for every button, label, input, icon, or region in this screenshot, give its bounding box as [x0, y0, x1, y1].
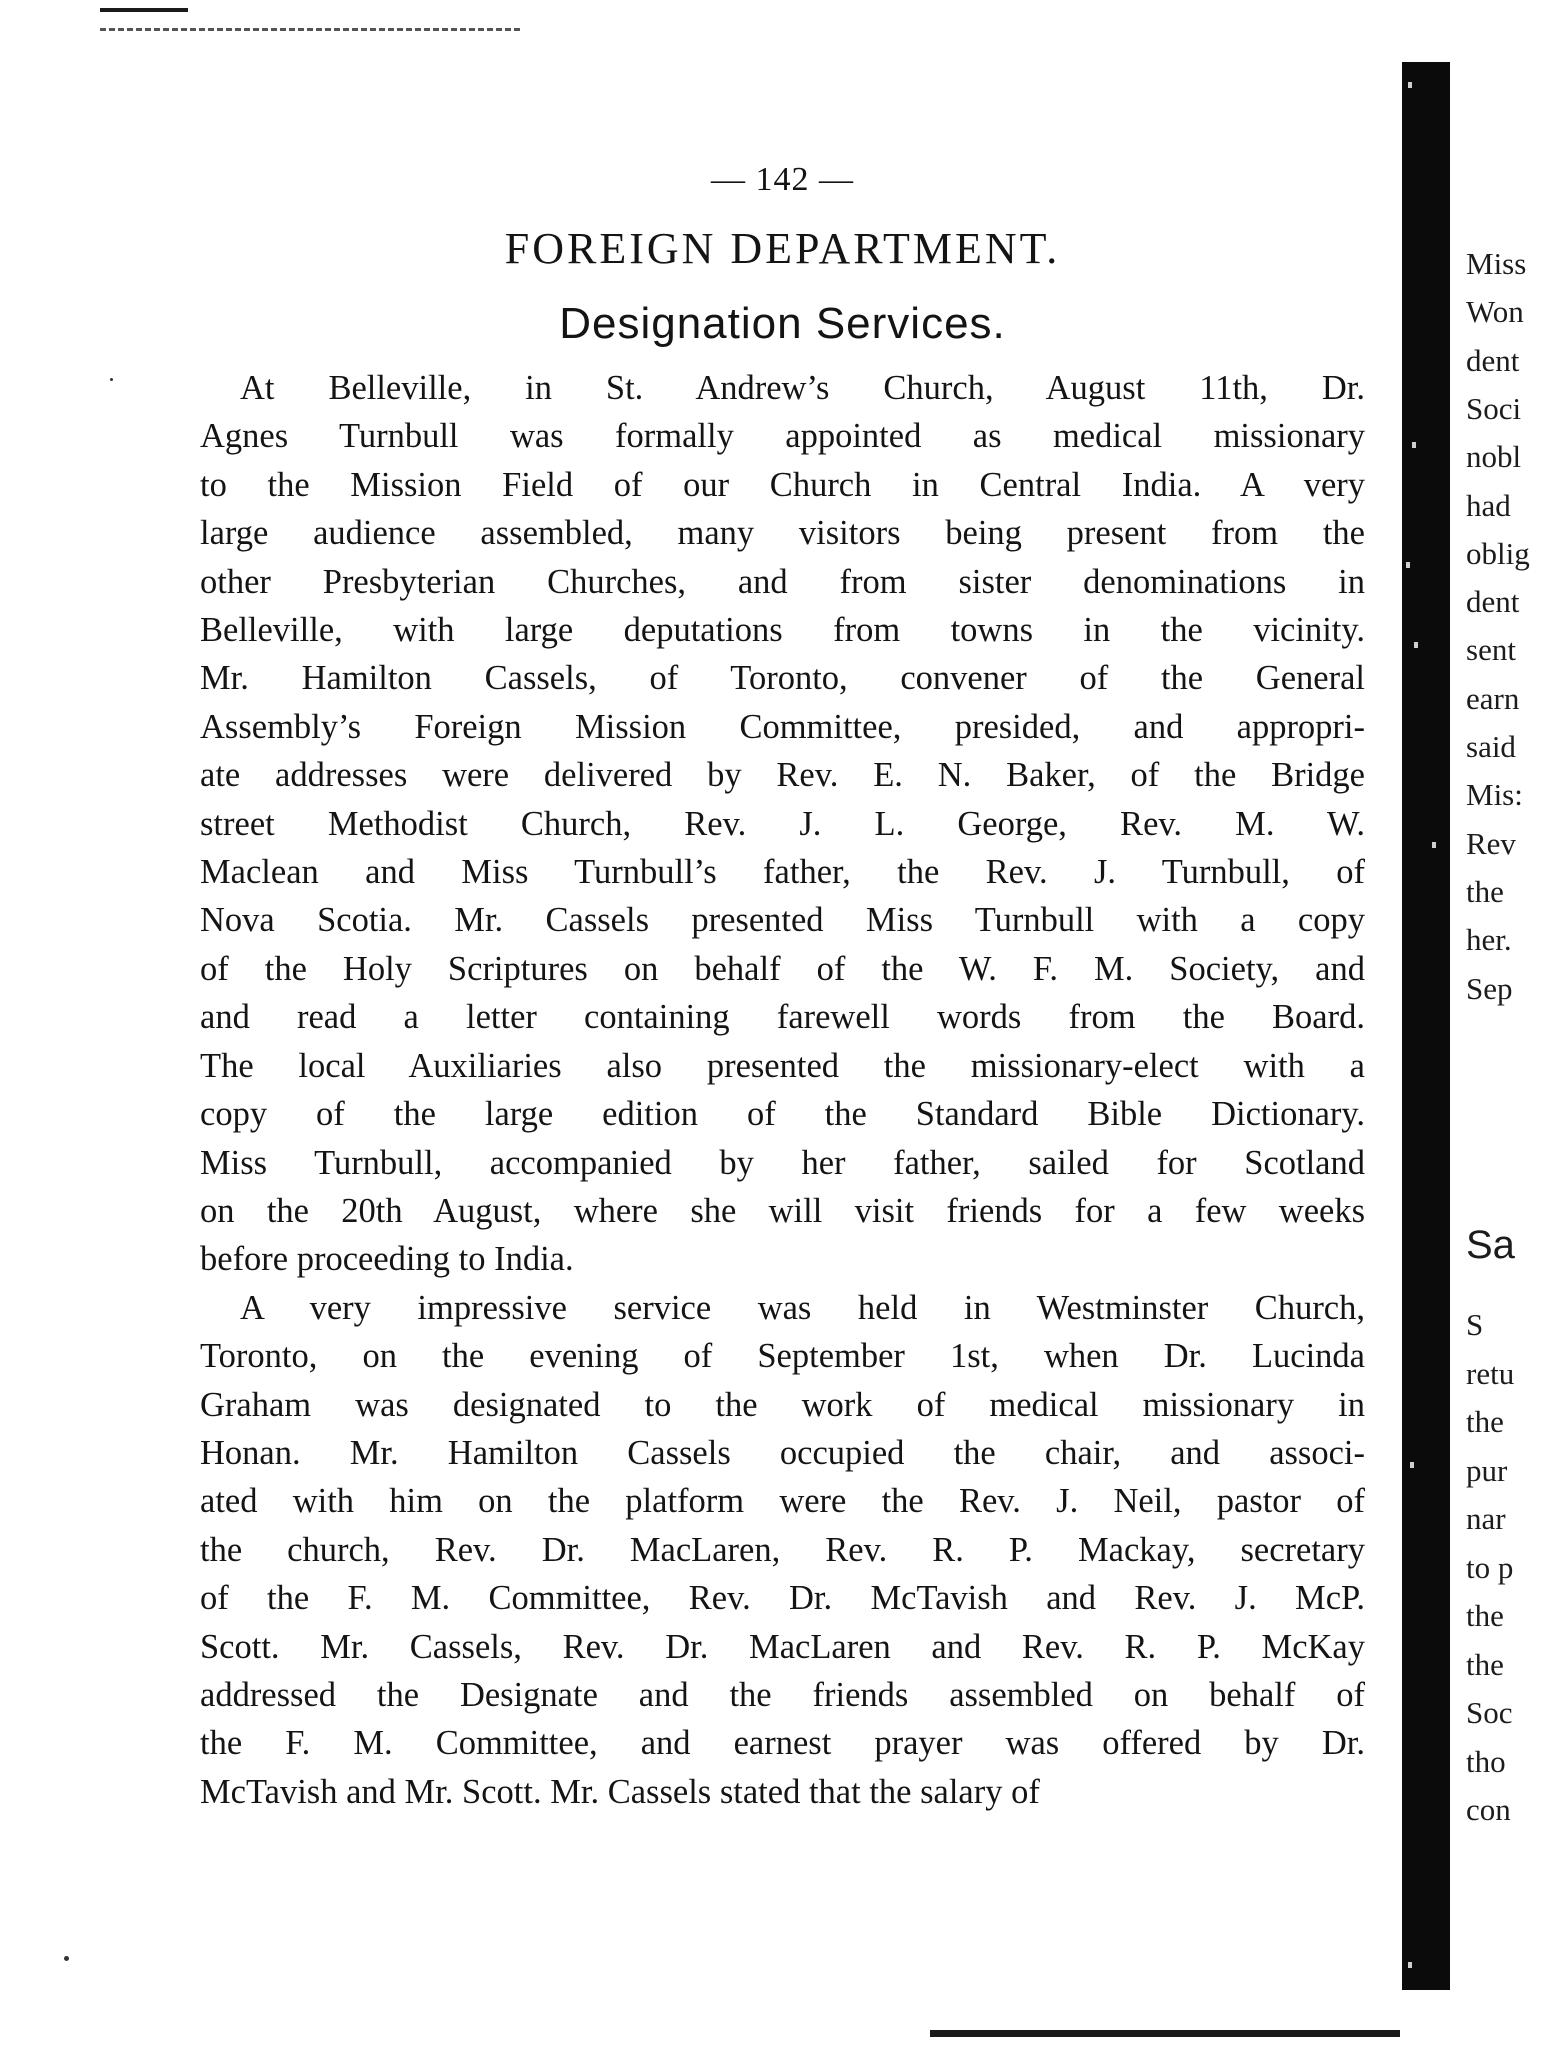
scan-fleck — [1412, 442, 1416, 448]
text-line: large audience assembled, many visitors being present from the — [200, 514, 1365, 553]
binding-gutter — [1402, 62, 1450, 1990]
facing-page-fragment: Sep — [1466, 970, 1513, 1006]
main-column — [200, 160, 1365, 1816]
facing-page-fragment: the — [1466, 873, 1504, 909]
facing-page-fragment: to p — [1466, 1549, 1514, 1585]
facing-page-fragment: tho — [1466, 1743, 1506, 1779]
facing-page-fragment: pur — [1466, 1452, 1508, 1488]
text-line: ated with him on the platform were the Rev. J. Neil, pastor of — [200, 1482, 1365, 1521]
scan-dash-top — [100, 28, 520, 31]
scan-fleck — [1408, 1962, 1412, 1968]
scan-speck — [110, 378, 113, 381]
facing-page-fragment: nobl — [1466, 439, 1522, 475]
text-line: the church, Rev. Dr. MacLaren, Rev. R. P. Mackay, secretary — [200, 1530, 1365, 1569]
text-line: Mr. Hamilton Cassels, of Toronto, convener of the General — [200, 659, 1365, 698]
facing-page-fragment: retu — [1466, 1355, 1515, 1391]
text-line: the F. M. Committee, and earnest prayer was offered by Dr. — [200, 1724, 1365, 1763]
text-line: The local Auxiliaries also presented the missionary-elect with a — [200, 1046, 1365, 1085]
text-line: ate addresses were delivered by Rev. E. N. Baker, of the Bridge — [200, 756, 1365, 795]
text-line: Agnes Turnbull was formally appointed as medical missionary — [200, 417, 1365, 456]
text-line: addressed the Designate and the friends assembled on behalf of — [200, 1675, 1365, 1714]
facing-page-fragment: her. — [1466, 922, 1512, 958]
paragraph-belleville — [200, 364, 1365, 1284]
facing-page-fragment: Soci — [1466, 390, 1522, 426]
text-line: of the Holy Scriptures on behalf of the W. F. M. Society, and — [200, 949, 1365, 988]
facing-page-fragment: Rev — [1466, 825, 1516, 861]
section-title: Designation Services. — [559, 299, 1006, 348]
text-line: street Methodist Church, Rev. J. L. George, Rev. M. W. — [200, 804, 1365, 843]
facing-page-fragment: Sa — [1466, 1223, 1515, 1267]
text-line: Honan. Mr. Hamilton Cassels occupied the chair, and associ- — [200, 1433, 1365, 1472]
text-line: McTavish and Mr. Scott. Mr. Cassels stated that the salary of — [200, 1772, 1040, 1811]
facing-page-fragment: said — [1466, 729, 1516, 764]
facing-page-fragment: oblig — [1466, 535, 1530, 571]
facing-page-fragment: the — [1466, 1598, 1504, 1633]
text-line: of the F. M. Committee, Rev. Dr. McTavish and Rev. J. McP. — [200, 1579, 1365, 1618]
text-line: before proceeding to India. — [200, 1240, 574, 1279]
paragraph-westminster — [200, 1284, 1365, 1816]
page-number: — 142 — — [711, 161, 854, 198]
department-title: FOREIGN DEPARTMENT. — [504, 224, 1061, 273]
text-line: other Presbyterian Churches, and from sister denominations in — [200, 562, 1365, 601]
text-line: At Belleville, in St. Andrew’s Church, August 11th, Dr. — [240, 369, 1365, 407]
facing-page-fragment: dent — [1466, 342, 1520, 378]
scan-fleck — [1432, 842, 1436, 848]
scan-fleck — [1408, 82, 1412, 88]
facing-page-fragment: dent — [1466, 584, 1520, 620]
text-line: to the Mission Field of our Church in Central India. A very — [200, 465, 1365, 504]
facing-page-fragment: earn — [1466, 680, 1520, 716]
facing-page-fragment: sent — [1466, 632, 1516, 668]
text-line: Miss Turnbull, accompanied by her father, sailed for Scotland — [200, 1143, 1365, 1182]
scan-fleck — [1410, 1462, 1414, 1468]
text-line: copy of the large edition of the Standard Bible Dictionary. — [200, 1095, 1365, 1134]
text-line: on the 20th August, where she will visit friends for a few weeks — [200, 1191, 1365, 1230]
facing-page-fragment: nar — [1466, 1501, 1506, 1536]
text-line: Nova Scotia. Mr. Cassels presented Miss Turnbull with a copy — [200, 901, 1365, 940]
facing-page-fragment: Mis: — [1466, 777, 1523, 813]
facing-page-fragment: the — [1466, 1646, 1504, 1682]
scan-fleck — [1414, 642, 1418, 648]
text-line: Graham was designated to the work of medical missionary in — [200, 1385, 1365, 1424]
text-line: A very impressive service was held in Westminster Church, — [240, 1288, 1365, 1327]
text-line: Scott. Mr. Cassels, Rev. Dr. MacLaren and Rev. R. P. McKay — [200, 1627, 1365, 1666]
text-line: Belleville, with large deputations from towns in the vicinity. — [200, 611, 1365, 650]
scan-rule-bottom — [930, 2030, 1400, 2037]
scan-rule-top — [100, 8, 188, 12]
facing-page-fragment: Miss — [1466, 246, 1527, 281]
facing-page-fragment: Soc — [1466, 1695, 1513, 1730]
text-line: Toronto, on the evening of September 1st, when Dr. Lucinda — [200, 1337, 1365, 1376]
facing-page-fragment: con — [1466, 1792, 1511, 1827]
text-line: Assembly’s Foreign Mission Committee, presided, and appropri- — [200, 707, 1365, 746]
scan-fleck — [1406, 562, 1410, 568]
facing-page-fragment: the — [1466, 1404, 1504, 1439]
facing-page-fragment: Won — [1466, 294, 1524, 330]
scan-speck — [64, 1956, 69, 1961]
facing-page-fragment: had — [1466, 487, 1511, 523]
text-line: Maclean and Miss Turnbull’s father, the Rev. J. Turnbull, of — [200, 853, 1365, 892]
text-line: and read a letter containing farewell words from the Board. — [200, 998, 1365, 1037]
facing-page-fragment: S — [1466, 1307, 1484, 1342]
